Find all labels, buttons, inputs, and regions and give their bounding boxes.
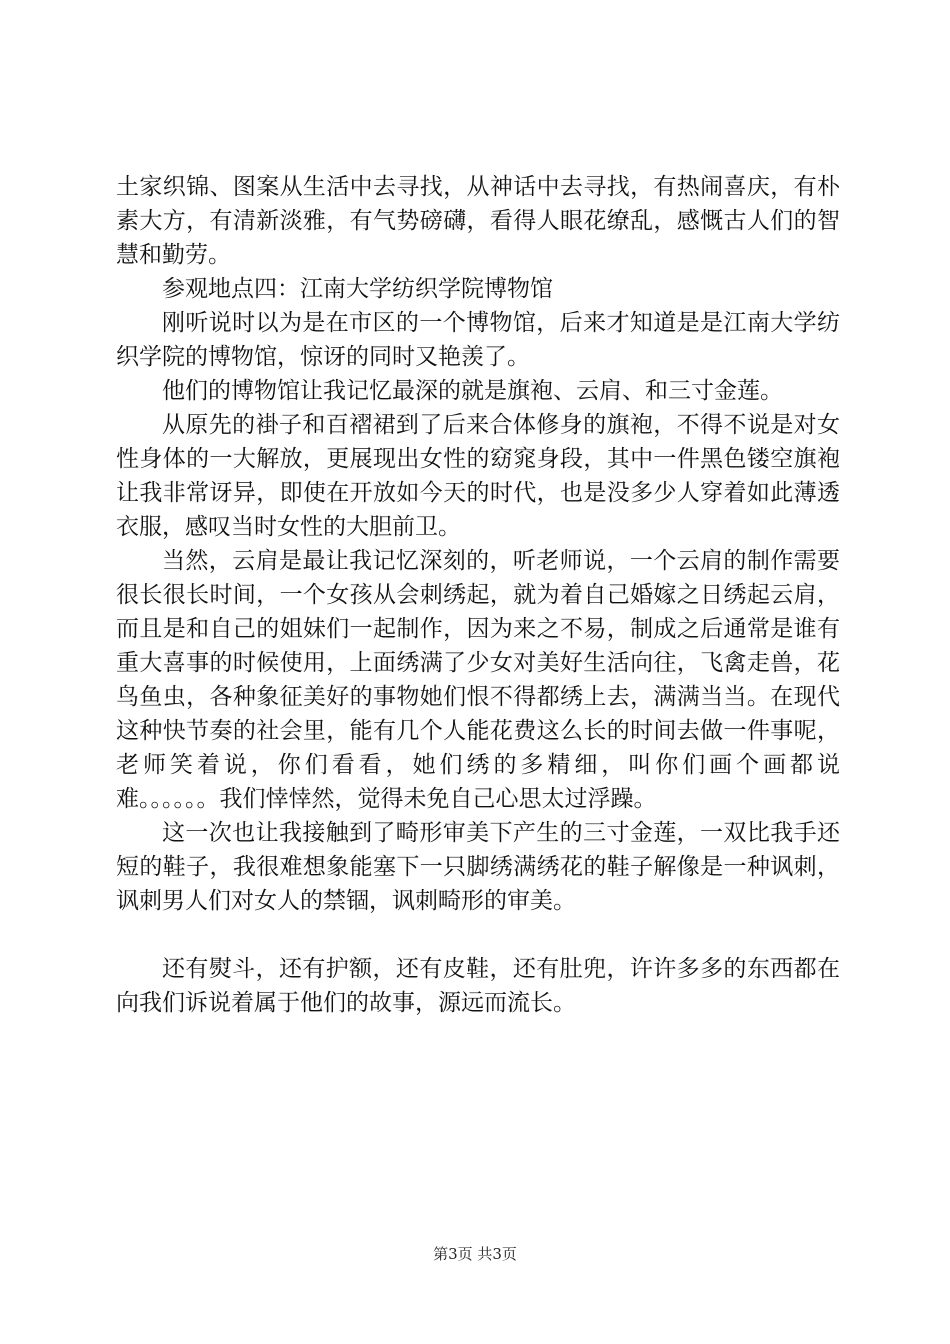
paragraph-7: 这一次也让我接触到了畸形审美下产生的三寸金莲，一双比我手还短的鞋子，我很难想象能塞下一只脚绣满绣花的鞋子解像是一种讽刺，讽刺男人们对女人的禁锢，讽刺畸形的审美。 [116,820,840,914]
paragraph-5: 从原先的褂子和百褶裙到了后来合体修身的旗袍，不得不说是对女性身体的一大解放，更展现出女性的窈窕身段，其中一件黑色镂空旗袍让我非常讶异，即使在开放如今天的时代，也是没多少人穿着如此薄透衣服，感叹当时女性的大胆前卫。 [116,412,840,540]
paragraph-1: 土家织锦、图案从生活中去寻找，从神话中去寻找，有热闹喜庆，有朴素大方，有清新淡雅，有气势磅礴，看得人眼花缭乱，感慨古人们的智慧和勤劳。 [116,174,840,268]
paragraph-3: 刚听说时以为是在市区的一个博物馆，后来才知道是是江南大学纺织学院的博物馆，惊讶的同时又艳羡了。 [116,310,840,370]
paragraph-2-heading: 参观地点四：江南大学纺织学院博物馆 [162,276,553,302]
page-footer: 第3页 共3页 [433,1245,517,1263]
paragraph-8: 还有熨斗，还有护额，还有皮鞋，还有肚兜，许许多多的东西都在向我们诉说着属于他们的故事，源远而流长。 [116,956,840,1016]
paragraph-6: 当然，云肩是最让我记忆深刻的，听老师说，一个云肩的制作需要很长很长时间，一个女孩从会刺绣起，就为着自己婚嫁之日绣起云肩，而且是和自己的姐妹们一起制作，因为来之不易，制成之后通常是谁有重大喜事的时候使用，上面绣满了少女对美好生活向往，飞禽走兽，花鸟鱼虫，各种象征美好的事物她们恨不得都绣上去，满满当当。在现代这种快节奏的社会里，能有几个人能花费这么长的时间去做一件事呢，老师笑着说，你们看看，她们绣的多精细，叫你们画个画都说难。。。。。。我们悻悻然，觉得未免自己心思太过浮躁。 [116,548,840,812]
paragraph-4: 他们的博物馆让我记忆最深的就是旗袍、云肩、和三寸金莲。 [162,378,783,404]
document-body [116,170,840,1020]
